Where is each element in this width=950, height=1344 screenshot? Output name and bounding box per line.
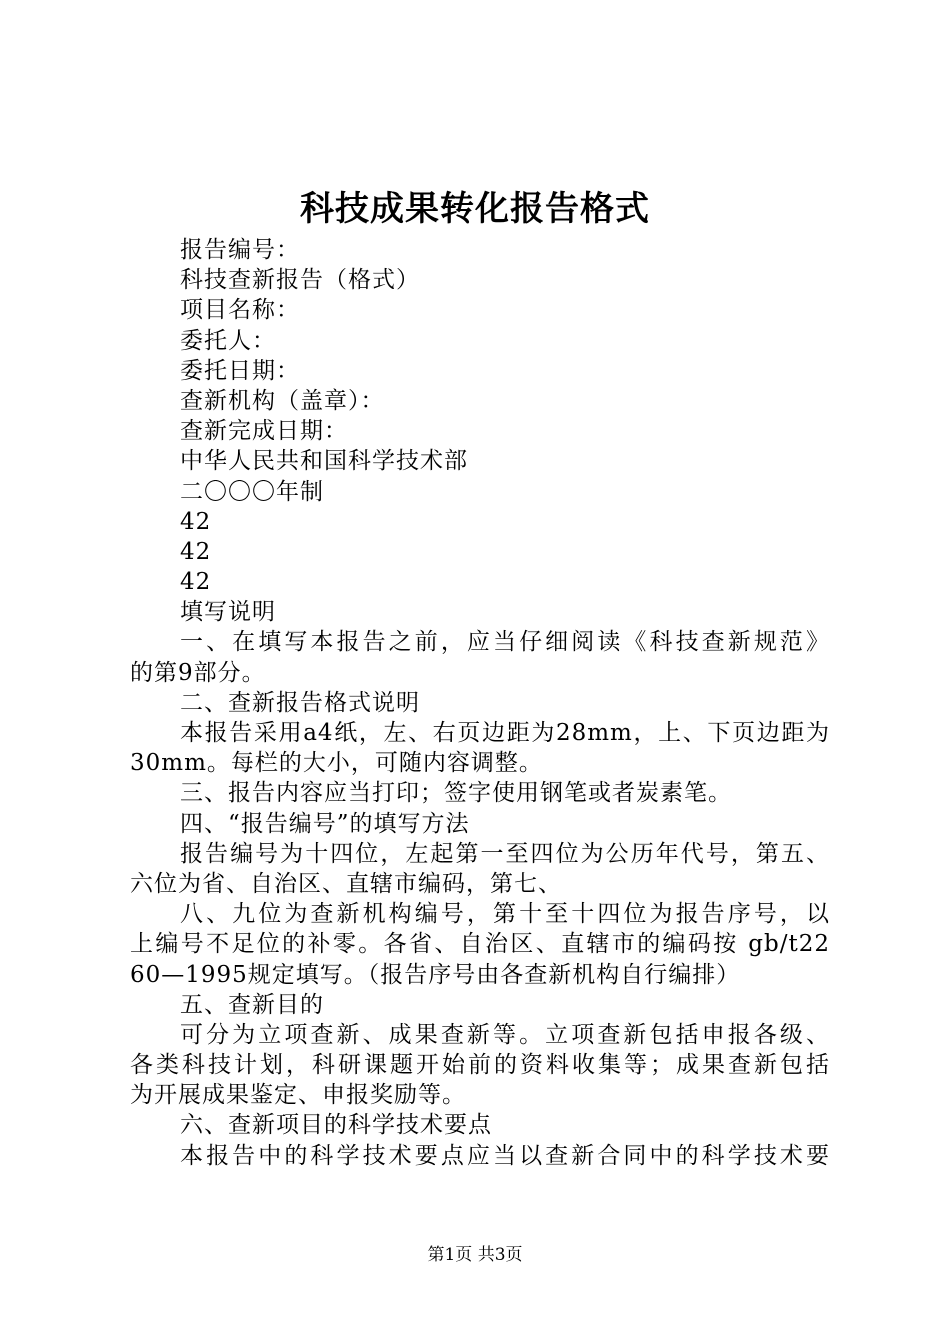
body-line: 一、在填写本报告之前，应当仔细阅读《科技查新规范》 (180, 629, 830, 656)
body-line: 报告编号为十四位，左起第一至四位为公历年代号，第五、 (180, 840, 830, 867)
body-line: 委托日期： (180, 357, 300, 384)
body-line: 60—1995规定填写。（报告序号由各查新机构自行编排） (130, 961, 741, 988)
body-line: 可分为立项查新、成果查新等。立项查新包括申报各级、 (180, 1021, 830, 1048)
body-line: 六位为省、自治区、直辖市编码，第七、 (130, 870, 562, 897)
body-line: 科技查新报告（格式） (180, 267, 420, 294)
body-line: 八、九位为查新机构编号，第十至十四位为报告序号，以 (180, 901, 830, 928)
body-line: 五、查新目的 (180, 991, 324, 1018)
body-line: 项目名称： (180, 297, 300, 324)
body-line: 本报告中的科学技术要点应当以查新合同中的科学技术要 (180, 1142, 830, 1169)
body-line: 的第9部分。 (130, 659, 266, 686)
body-line: 二、查新报告格式说明 (180, 689, 420, 716)
page-footer: 第1页 共3页 (427, 1245, 523, 1265)
document-title: 科技成果转化报告格式 (300, 189, 650, 229)
body-line: 30mm。每栏的大小，可随内容调整。 (130, 750, 543, 777)
body-line: 为开展成果鉴定、申报奖励等。 (130, 1082, 466, 1109)
body-line: 42 (180, 508, 212, 535)
body-line: 查新完成日期： (180, 418, 348, 445)
body-line: 42 (180, 538, 212, 565)
body-line: 中华人民共和国科学技术部 (180, 448, 468, 475)
body-line: 四、“报告编号”的填写方法 (180, 810, 470, 837)
body-line: 三、报告内容应当打印；签字使用钢笔或者炭素笔。 (180, 780, 732, 807)
body-line: 各类科技计划，科研课题开始前的资料收集等；成果查新包括 (130, 1052, 830, 1079)
body-line: 查新机构（盖章）： (180, 387, 385, 414)
body-line: 填写说明 (180, 599, 276, 626)
body-line: 六、查新项目的科学技术要点 (180, 1112, 492, 1139)
body-line: 二〇〇〇年制 (180, 478, 324, 505)
body-line: 报告编号： (180, 237, 300, 263)
body-line: 本报告采用a4纸，左、右页边距为28mm，上、下页边距为 (180, 720, 830, 746)
body-line: 上编号不足位的补零。各省、自治区、直辖市的编码按 gb/t22 (130, 931, 830, 958)
body-line: 42 (180, 569, 212, 596)
body-line: 委托人： (180, 327, 276, 354)
document-body (130, 235, 830, 1171)
